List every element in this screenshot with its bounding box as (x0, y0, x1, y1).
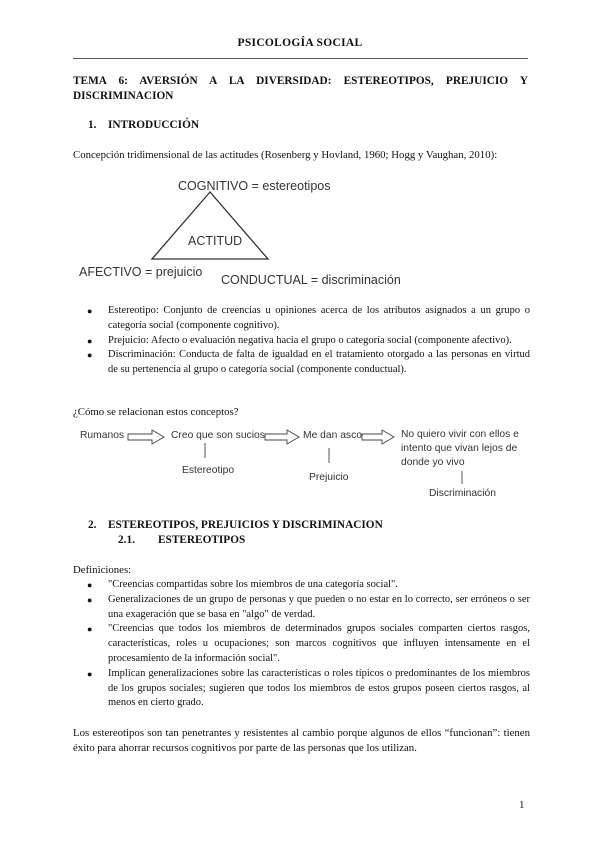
list-item: ● "Creencias que todos los miembros de determinados grupos sociales comparten ciertos rasgos, características, roles u ocupaciones; son marcos cognitivos que influyen intensamente en el procesamiento de la información social". (87, 623, 530, 664)
section-1-intro: Concepción tridimensional de las actitudes (Rosenberg y Hovland, 1960; Hogg y Vaughan, 2010): (73, 149, 498, 161)
list-item: ● Prejuicio: Afecto o evaluación negativa hacia el grupo o categoría social (componente afectivo). (73, 334, 530, 349)
topic-title-line-1: TEMA 6: AVERSIÓN A LA DIVERSIDAD: ESTEREOTIPOS, PREJUICIO Y (73, 75, 528, 87)
bullet-icon: ● (87, 306, 93, 316)
bullet-icon: ● (87, 350, 93, 361)
list-item: ● Generalizaciones de un grupo de personas y que pueden o no estar en lo correcto, ser erróneos o ser una exageración que se basa en "algo" de verdad. (87, 593, 530, 620)
diagram-label-behavioral: CONDUCTUAL = discriminación (221, 273, 401, 287)
flow-step-behavior-line-1: No quiero vivir con ellos e (401, 429, 519, 440)
section-1-title: INTRODUCCIÓN (108, 119, 200, 131)
flow-step-rumanos: Rumanos (80, 430, 125, 441)
diagram-label-attitude: ACTITUD (188, 234, 243, 248)
page-number: 1 (519, 799, 525, 811)
flow-step-behavior-line-3: donde yo vivo (401, 457, 465, 468)
bullet-icon: ● (87, 668, 93, 679)
flow-arrow-3 (362, 430, 394, 444)
flow-step-behavior (401, 428, 519, 470)
bullet-icon: ● (87, 335, 93, 346)
flow-arrow-1 (128, 430, 164, 444)
section-1-number: 1. (88, 119, 97, 131)
flow-label-prejudice: Prejuicio (309, 472, 349, 483)
diagram-label-cognitive: COGNITIVO = estereotipos (178, 179, 331, 193)
list-item: ● Discriminación: Conducta de falta de igualdad en el tratamiento otorgado a las personas en virtud de su pertenencia al grupo o categoría social (componente conductual). (87, 349, 530, 376)
definitions-label: Definiciones: (73, 564, 132, 576)
flow-label-discrimination: Discriminación (429, 488, 496, 499)
flow-label-stereotype: Estereotipo (182, 465, 235, 476)
section-2-1-number: 2.1. (118, 534, 135, 546)
diagram-label-affective: AFECTIVO = prejuicio (79, 265, 203, 279)
section-2-number: 2. (88, 519, 97, 531)
relation-question: ¿Cómo se relacionan estos conceptos? (73, 406, 239, 418)
section-2-1-title: ESTEREOTIPOS (158, 534, 246, 546)
list-item: ● Implican generalizaciones sobre las características o roles típicos o predominantes de los miembros de los grupos sociales; sugieren que todos los miembros de estos grupos poseen ciertos rasgos, al menos en cierto grado. (87, 667, 530, 709)
list-item: ● Estereotipo: Conjunto de creencias u opiniones acerca de los atributos asignados a un grupo o categoría social (componente cognitivo). (87, 305, 530, 331)
closing-paragraph: Los estereotipos son tan penetrantes y resistentes al cambio porque algunos de ellos “funcionan”: tienen éxito para ahorrar recursos cognitivos por parte de las personas que los utilizan. (73, 727, 530, 754)
flow-step-behavior-line-2: intento que vivan lejos de (401, 443, 518, 454)
flow-arrow-2 (265, 430, 299, 444)
page-header: PSICOLOGÍA SOCIAL (237, 37, 363, 49)
list-item: ● "Creencias compartidas sobre los miembros de una categoría social". (73, 578, 530, 593)
flow-step-belief: Creo que son sucios (171, 430, 265, 441)
definitions-bullet-list (73, 578, 530, 711)
section-2-title: ESTEREOTIPOS, PREJUICIOS Y DISCRIMINACION (108, 519, 383, 531)
bullet-icon: ● (87, 624, 93, 635)
topic-title-line-2: DISCRIMINACION (73, 90, 174, 102)
bullet-icon: ● (87, 594, 93, 605)
flow-step-emotion: Me dan asco (303, 430, 362, 441)
bullet-icon: ● (87, 580, 93, 590)
